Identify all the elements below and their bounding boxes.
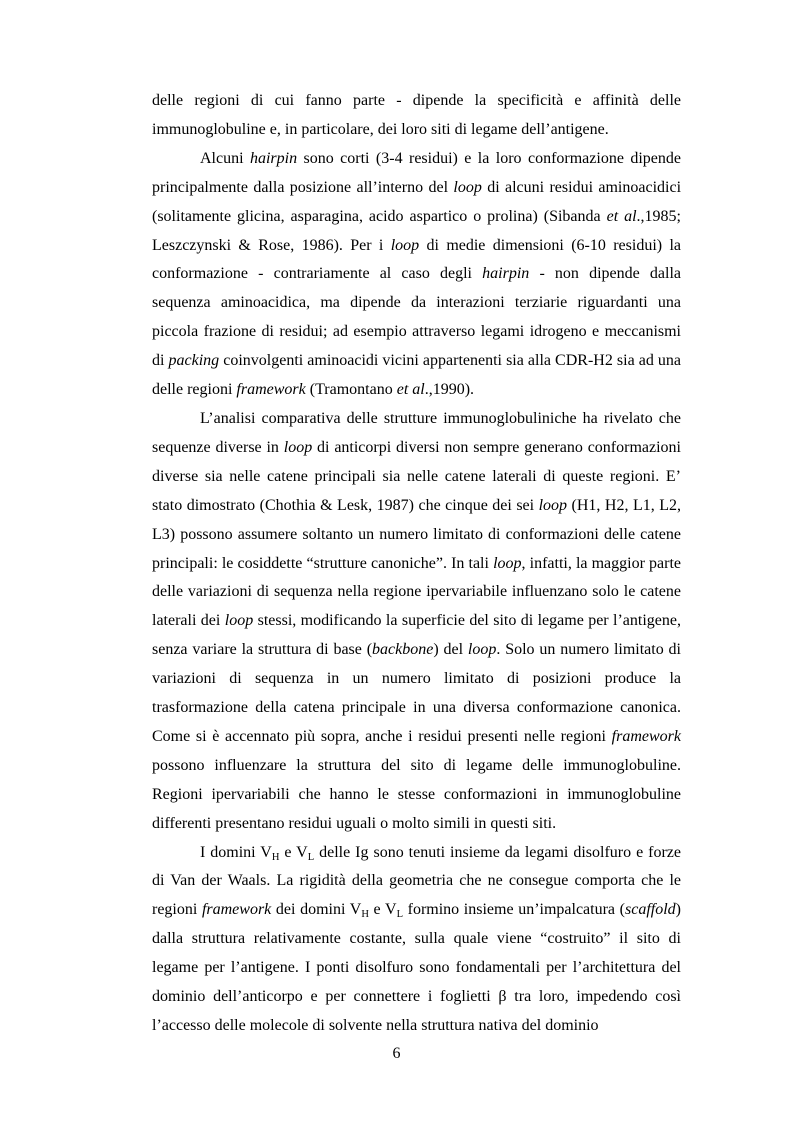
page-number: 6 bbox=[392, 1045, 401, 1062]
text-run: di anticorpi diversi non sempre generano conformazioni diverse sia nelle catene principali sia nelle catene laterali di queste regioni. E’ stato dimostrato (Chothia & Lesk, 1987) che cinque dei sei bbox=[152, 438, 681, 514]
page-body bbox=[152, 87, 681, 1041]
text-run: I domini V bbox=[200, 843, 272, 861]
italic-term: loop bbox=[467, 641, 497, 659]
italic-term: loop bbox=[283, 438, 313, 456]
text-run: sono corti (3-4 residui) e la loro conformazione dipende principalmente dalla posizione all’interno del bbox=[152, 149, 681, 196]
italic-term: hairpin bbox=[482, 265, 530, 283]
italic-term: packing bbox=[168, 352, 220, 370]
text-run: ) del bbox=[433, 641, 468, 659]
italic-term: scaffold bbox=[625, 901, 676, 919]
italic-term: hairpin bbox=[249, 149, 298, 167]
subscript: H bbox=[271, 851, 280, 863]
italic-term: framework bbox=[611, 727, 681, 745]
italic-term: loop bbox=[390, 236, 420, 254]
text-run: di alcuni residui aminoacidici (solitamente glicina, asparagina, acido aspartico o prolina) (Sibanda bbox=[152, 178, 682, 225]
text-run: coinvolgenti aminoacidi vicini appartenenti sia alla CDR-H2 sia ad una delle regioni bbox=[152, 352, 681, 399]
text-run: . Solo un numero limitato di variazioni di sequenza in un numero limitato di posizioni produce la trasformazione della catena principale in una diversa conformazione canonica. Come si è accennato più sopra, anche i residui presenti nelle regioni bbox=[152, 641, 682, 745]
paragraph-4 bbox=[152, 839, 681, 1041]
text-run: formino insieme un’impalcatura ( bbox=[402, 901, 625, 919]
paragraph-3 bbox=[152, 405, 681, 839]
italic-term: framework bbox=[201, 901, 272, 919]
paragraph-2 bbox=[152, 145, 681, 405]
italic-term: loop bbox=[453, 178, 482, 196]
text-run: (H1, H2, L1, L2, L3) possono assumere soltanto un numero limitato di conformazioni delle catene principali: le cosiddette “strutture canoniche”. In tali bbox=[152, 496, 682, 572]
text-run: delle regioni di cui fanno parte - dipende la specificità e affinità delle immunoglobuline e, in particolare, dei loro siti di legame dell’antigene. bbox=[152, 92, 681, 138]
text-run: - non dipende dalla sequenza aminoacidica, ma dipende da interazioni terziarie riguardanti una piccola frazione di residui; ad esempio attraverso legami idrogeno e meccanismi di bbox=[152, 265, 681, 370]
subscript: H bbox=[361, 909, 369, 921]
italic-term: et al bbox=[396, 381, 425, 399]
italic-term: backbone bbox=[372, 641, 434, 659]
text-run: stessi, modificando la superficie del sito di legame per l’antigene, senza variare la struttura di base ( bbox=[152, 612, 681, 659]
text-run: L’analisi comparativa delle strutture immunoglobuliniche ha rivelato che sequenze diverse in bbox=[152, 409, 681, 456]
paragraph-1 bbox=[152, 87, 681, 145]
italic-term: loop bbox=[538, 496, 568, 514]
text-run: (Tramontano bbox=[305, 381, 397, 399]
subscript: L bbox=[307, 851, 315, 863]
text-run: .,1985; Leszczynski & Rose, 1986). Per i bbox=[152, 207, 681, 254]
subscript: L bbox=[396, 909, 403, 921]
text-run: di medie dimensioni (6-10 residui) la conformazione - contrariamente al caso degli bbox=[152, 236, 681, 283]
text-run: ) dalla struttura relativamente costante, sulla quale viene “costruito” il sito di legame per l’antigene. I ponti disolfuro sono fondamentali per l’architettura del dominio dell’anticorpo e per connettere i foglietti β tra loro, impedendo così l’accesso delle molecole di solvente nella struttura nativa del dominio bbox=[152, 901, 681, 1034]
italic-term: loop bbox=[224, 612, 254, 630]
italic-term: et al bbox=[606, 207, 637, 225]
text-run: Alcuni bbox=[200, 149, 250, 167]
text-run: e V bbox=[279, 843, 308, 861]
italic-term: loop bbox=[493, 554, 522, 572]
text-run: .,1990). bbox=[424, 381, 475, 399]
text-run: delle Ig sono tenuti insieme da legami disolfuro e forze di Van der Waals. La rigidità della geometria che ne consegue comporta che le regioni bbox=[152, 843, 681, 919]
text-run: e V bbox=[368, 901, 397, 919]
text-run: possono influenzare la struttura del sito di legame delle immunoglobuline. Regioni ipervariabili che hanno le stesse conformazioni in immunoglobuline differenti presentano residui uguali o molto simili in questi siti. bbox=[152, 756, 681, 832]
italic-term: framework bbox=[236, 381, 306, 399]
text-run: , infatti, la maggior parte delle variazioni di sequenza nella regione ipervariabile influenzano solo le catene laterali dei bbox=[152, 554, 681, 630]
text-run: dei domini V bbox=[271, 901, 362, 919]
